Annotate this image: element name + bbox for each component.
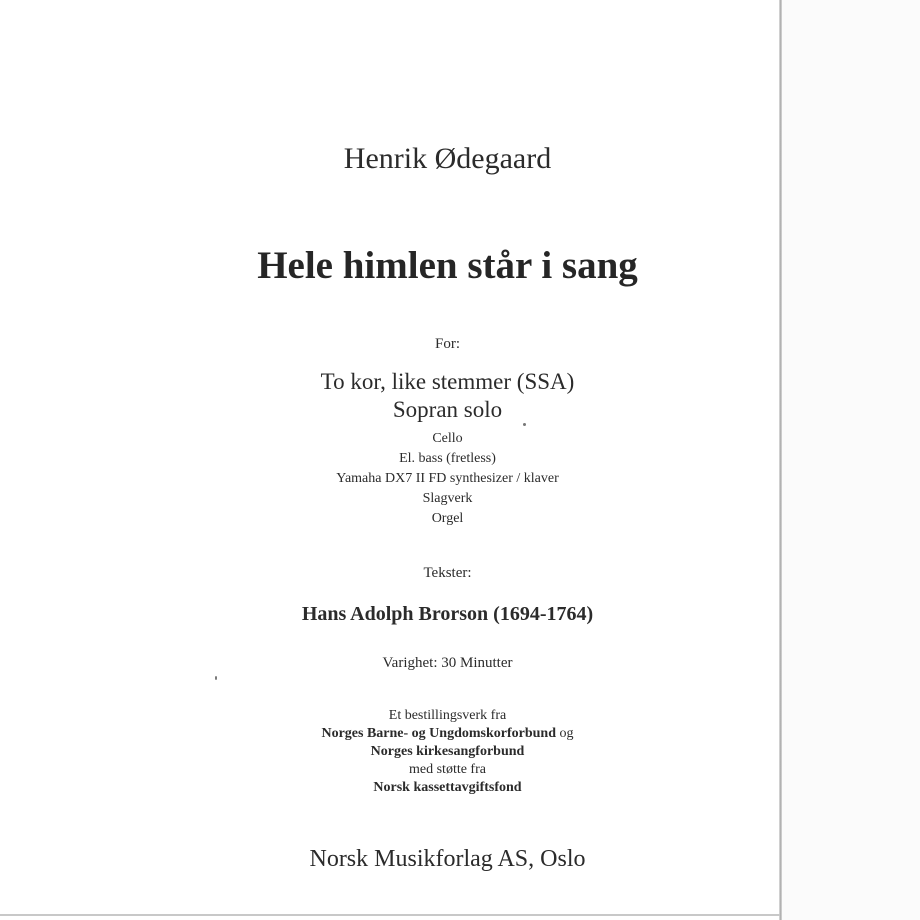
commission-org: Norges kirkesangforbund <box>370 744 525 759</box>
text-author: Hans Adolph Brorson (1694-1764) <box>301 603 594 625</box>
scan-speck <box>523 423 526 426</box>
support-intro: med støtte fra <box>409 762 486 777</box>
instrument-item: Orgel <box>431 511 464 526</box>
commission-org-line <box>60 725 835 743</box>
publisher: Norsk Musikforlag AS, Oslo <box>309 846 586 872</box>
texts-label: Tekster: <box>423 565 472 581</box>
commission-conjunction: og <box>556 726 574 741</box>
instrument-list <box>60 429 835 529</box>
commission-org: Norges Barne- og Ungdomskorforbund <box>321 726 556 741</box>
voices-list <box>60 368 835 424</box>
duration: Varighet: 30 Minutter <box>382 655 513 671</box>
composer-name: Henrik Ødegaard <box>343 142 552 175</box>
instrument-item: Yamaha DX7 II FD synthesizer / klaver <box>336 471 559 486</box>
commission-block <box>60 707 835 797</box>
support-org: Norsk kassettavgiftsfond <box>373 780 522 795</box>
voice-item: Sopran solo <box>392 397 503 422</box>
for-label: For: <box>434 336 460 352</box>
scan-speck <box>215 676 217 680</box>
instrument-item: Cello <box>432 431 463 446</box>
instrument-item: El. bass (fretless) <box>399 451 496 466</box>
commission-intro: Et bestillingsverk fra <box>388 708 507 723</box>
instrument-item: Slagverk <box>422 491 473 506</box>
work-title: Hele himlen står i sang <box>257 244 638 287</box>
voice-item: To kor, like stemmer (SSA) <box>320 369 575 394</box>
page-edge-bottom <box>0 914 780 916</box>
